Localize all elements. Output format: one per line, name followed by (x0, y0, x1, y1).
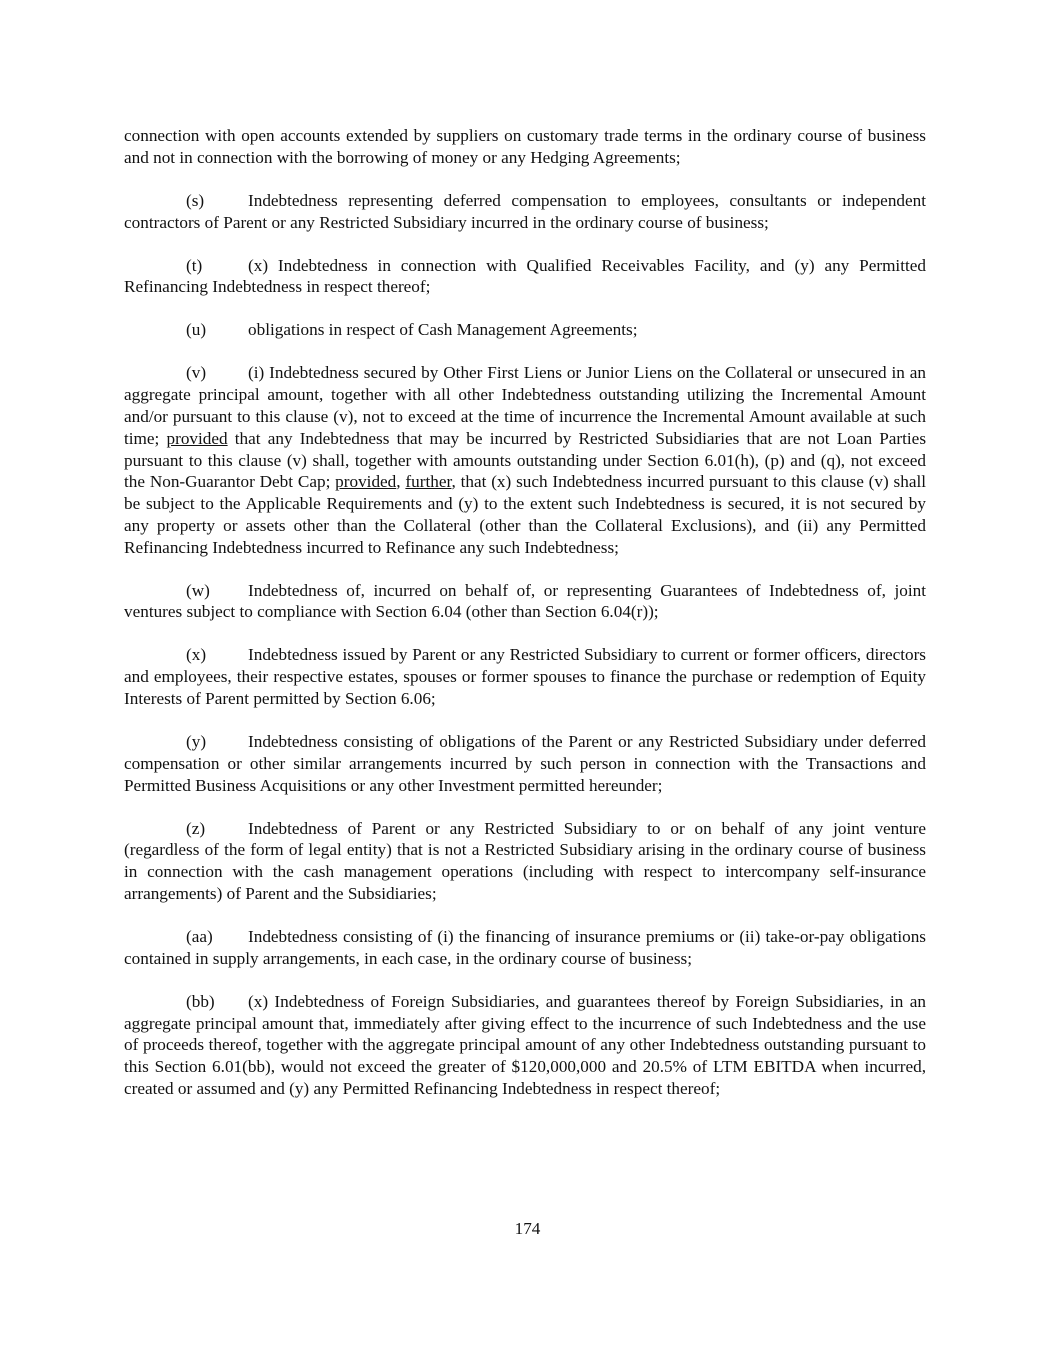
continuation-paragraph: connection with open accounts extended by suppliers on customary trade terms in the ordinary course of business and not in connection with the borrowing of money or any Hedging Agreements; (124, 126, 926, 167)
clause-label: (bb) (186, 991, 215, 1011)
clause-label: (aa) (186, 927, 213, 946)
provided-term: provided (335, 472, 397, 492)
further-term: further (405, 472, 452, 492)
clause-w (124, 580, 926, 624)
clause-text: Indebtedness of, incurred on behalf of, or representing Guarantees of Indebtedness of, joint ventures subject to compliance with Section 6.04 (other than Section 6.04(r)); (124, 580, 926, 622)
comma: , (396, 472, 401, 492)
clause-z (124, 818, 926, 905)
clause-text: Indebtedness of Parent or any Restricted Subsidiary to or on behalf of any joint venture (regardless of the form of legal entity) that is not a Restricted Subsidiary arising in the ordinary course of business in connection with the cash management operations (including with respect to intercompany self-insurance arrangements) of Parent and the Subsidiaries; (124, 818, 926, 904)
clause-label: (t) (186, 255, 203, 275)
clause-x (124, 644, 926, 709)
clause-label: (w) (186, 580, 210, 600)
clause-t (124, 255, 926, 299)
provided-term: provided (166, 428, 228, 448)
clause-label: (u) (186, 320, 207, 340)
clause-text: (i) Indebtedness secured by Other First Liens or Junior Liens on the Collateral or unsecured in an aggregate principal amount, together with all other Indebtedness outstanding utilizing the Incremental Amount and/or pursuant to this clause (v), not to exceed at the time of incurrence the Incremental Amount available at such time; (124, 363, 926, 448)
clause-label: (y) (186, 732, 207, 752)
document-page (124, 125, 926, 1121)
clause-text: Indebtedness consisting of obligations of the Parent or any Restricted Subsidiary under deferred compensation or other similar arrangements incurred by such person in connection with the Transactions and Permitted Business Acquisitions or any other Investment permitted hereunder; (124, 732, 926, 795)
clause-label: (z) (186, 818, 206, 838)
clause-y (124, 731, 926, 796)
clause-text: Indebtedness representing deferred compensation to employees, consultants or independent contractors of Parent or any Restricted Subsidiary incurred in the ordinary course of business; (124, 190, 926, 232)
clause-text: obligations in respect of Cash Management Agreements; (248, 320, 638, 340)
clause-text: (x) Indebtedness in connection with Qualified Receivables Facility, and (y) any Permitted Refinancing Indebtedness in respect thereof; (124, 255, 926, 297)
clause-text: Indebtedness issued by Parent or any Restricted Subsidiary to current or former officers, directors and employees, their respective estates, spouses or former spouses to finance the purchase or redemption of Equity Interests of Parent permitted by Section 6.06; (124, 645, 926, 709)
clause-bb (124, 991, 926, 1100)
clause-v (124, 362, 926, 558)
clause-s (124, 190, 926, 234)
clause-text: Indebtedness consisting of (i) the financing of insurance premiums or (ii) take-or-pay obligations contained in supply arrangements, in each case, in the ordinary course of business; (124, 927, 926, 968)
clause-label: (v) (186, 363, 207, 383)
clause-label: (s) (186, 190, 205, 210)
clause-label: (x) (186, 645, 207, 665)
clause-text: that any Indebtedness that may be incurred by Restricted Subsidiaries that are not Loan Parties pursuant to this clause (v) shall, together with amounts outstanding under Section 6.01(h), (p) and (q), not exceed the Non-Guarantor Debt Cap; (124, 428, 927, 492)
clause-u (124, 319, 926, 341)
clause-text: , that (x) such Indebtedness incurred pursuant to this clause (v) shall be subject to the Applicable Requirements and (y) to the extent such Indebtedness is secured, it is not secured by any property or assets other than the Collateral (other than the Collateral Exclusions), and (ii) any Permitted Refinancing Indebtedness incurred to Refinance any such Indebtedness; (124, 472, 926, 557)
clause-text: (x) Indebtedness of Foreign Subsidiaries, and guarantees thereof by Foreign Subsidiaries, in an aggregate principal amount that, immediately after giving effect to the incurrence of such Indebtedness and the use of proceeds thereof, together with the aggregate principal amount of any other Indebtedness outstanding pursuant to this Section 6.01(bb), would not exceed the greater of $120,000,000 and 20.5% of LTM EBITDA when incurred, created or assumed and (y) any Permitted Refinancing Indebtedness in respect thereof; (124, 991, 926, 1098)
clause-aa (124, 926, 926, 970)
page-number: 174 (514, 1219, 541, 1238)
